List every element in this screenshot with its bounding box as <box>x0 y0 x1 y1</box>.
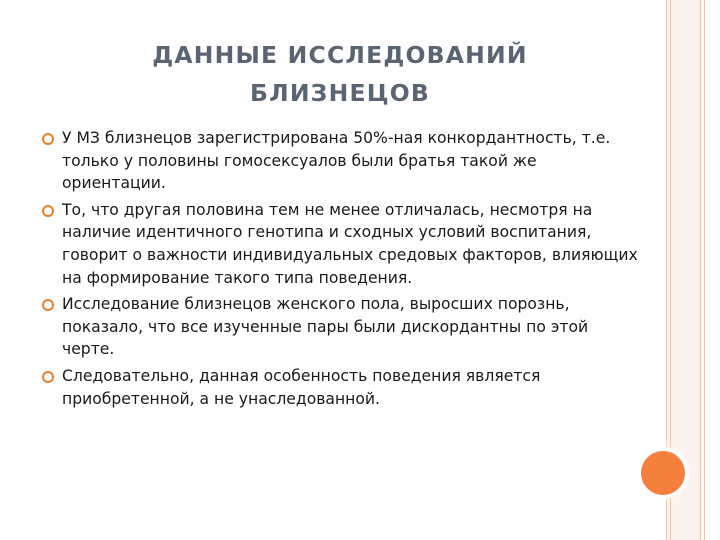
bullet-text: Следовательно, данная особенность поведения является приобретенной, а не унаследованной. <box>62 366 541 408</box>
slide-title <box>90 36 590 112</box>
bullet-text: То, что другая половина тем не менее отличалась, несмотря на наличие идентичного генотипа и сходных условий воспитания, говорит о важности индивидуальных средовых факторов, влияющих на формирование такого типа поведения. <box>62 200 638 287</box>
ring-bullet-icon <box>42 371 54 383</box>
bullet-text: Исследование близнецов женского пола, выросших порознь, показало, что все изученные пары были дискордантны по этой черте. <box>62 295 589 359</box>
decorative-line <box>700 0 701 540</box>
ring-bullet-icon <box>42 299 54 311</box>
bullet-list <box>40 127 640 414</box>
title-line-1: ДАННЫЕ ИССЛЕДОВАНИЙ <box>152 41 528 69</box>
decorative-line <box>704 0 705 540</box>
title-line-2: БЛИЗНЕЦОВ <box>249 79 430 107</box>
bullet-item <box>40 365 640 410</box>
orange-circle-icon <box>641 451 685 495</box>
bullet-text: У МЗ близнецов зарегистрирована 50%-ная конкордантность, т.е. только у половины гомосексуалов были братья такой же ориентации. <box>62 129 611 193</box>
bullet-item <box>40 127 640 195</box>
bullet-item <box>40 199 640 289</box>
ring-bullet-icon <box>42 205 54 217</box>
ring-bullet-icon <box>42 133 54 145</box>
bullet-item <box>40 293 640 361</box>
